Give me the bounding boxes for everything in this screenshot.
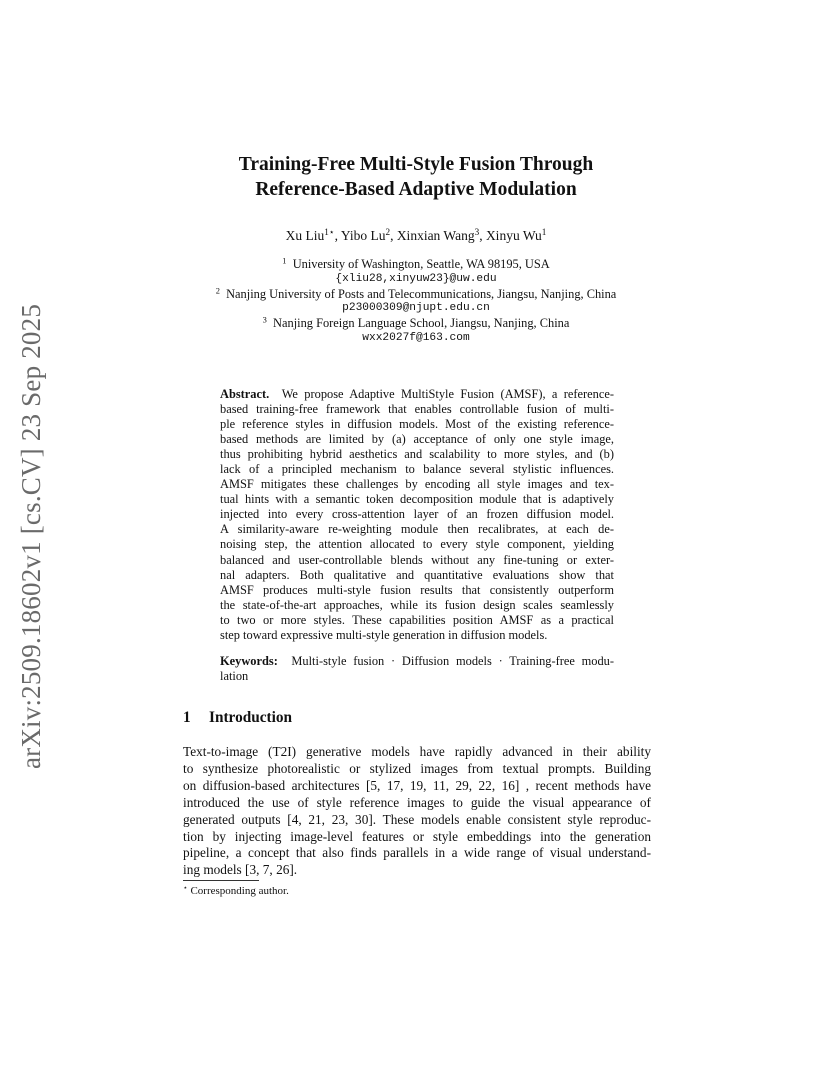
abstract-line: A similarity-aware re-weighting module then recalibrates, at each de-	[220, 522, 614, 537]
body-line: generated outputs [4, 21, 23, 30]. These models enable consistent style reproduc-	[183, 811, 651, 827]
body-line: pipeline, a concept that also finds parallels in a wide range of visual understand-	[183, 845, 651, 861]
affiliation-text: Nanjing Foreign Language School, Jiangsu, Nanjing, China	[273, 316, 570, 331]
abstract-line: balanced and user-controllable blends without any fine-tuning or exter-	[220, 552, 614, 567]
author-mark: 3	[474, 226, 480, 237]
affiliation-email: wxx2027f@163.com	[362, 331, 470, 344]
body-line: Text-to-image (T2I) generative models have rapidly advanced in their ability	[183, 744, 651, 759]
footnote-text: Corresponding author.	[190, 885, 289, 897]
abstract	[220, 387, 614, 643]
author-sep: ,	[390, 228, 397, 243]
body-line: ing models [3, 7, 26].	[183, 862, 298, 878]
keywords-line: lation	[220, 669, 249, 684]
keywords-label: Keywords:	[220, 654, 278, 668]
author-name: Xinyu Wu	[485, 228, 542, 243]
abstract-line: the state-of-the-art approaches, while its fusion design scales seamlessly	[220, 597, 614, 612]
affiliation-mark: 3	[262, 314, 267, 325]
affiliation-email: {xliu28,xinyuw23}@uw.edu	[335, 272, 497, 285]
abstract-line: lack of a principled mechanism to balance several stylistic influences.	[220, 462, 614, 477]
affiliation-email: p23000309@njupt.edu.cn	[342, 302, 490, 315]
abstract-line	[220, 387, 614, 402]
author-mark: 1⋆	[324, 226, 335, 237]
keywords-text: Multi-style fusion · Diffusion models · Training-free modu-	[291, 654, 614, 668]
arxiv-stamp	[12, 297, 52, 775]
abstract-line: AMSF produces multi-style fusion results that consistently outperform	[220, 582, 614, 597]
author-mark: 2	[385, 226, 391, 237]
abstract-line: based training-free framework that enables controllable fusion of multi-	[220, 402, 614, 417]
paper-title	[150, 152, 682, 202]
title-line: Training-Free Multi-Style Fusion Through	[238, 154, 594, 175]
footnote-rule	[183, 880, 259, 881]
author-name: Xinxian Wang	[396, 228, 475, 243]
author-sep: ,	[334, 228, 341, 243]
body-line: on diffusion-based architectures [5, 17, 19, 11, 29, 22, 16] , recent methods have	[183, 777, 651, 793]
abstract-line: based methods are limited by (a) acceptance of only one style image,	[220, 432, 614, 447]
body-line: tion by injecting image-level features or style embeddings into the generation	[183, 828, 651, 844]
keywords-line	[220, 654, 614, 669]
author-list	[150, 228, 682, 244]
abstract-label: Abstract.	[220, 387, 270, 401]
abstract-line: nal adapters. Both qualitative and quantitative evaluations show that	[220, 567, 614, 582]
author-mark: 1	[541, 226, 547, 237]
body-line: to synthesize photorealistic or stylized images from textual prompts. Building	[183, 760, 651, 776]
footnote	[183, 882, 289, 897]
footnote-mark: ⋆	[183, 882, 188, 892]
abstract-line: tual hints with a semantic token decomposition module that is adaptively	[220, 492, 614, 507]
author-name: Yibo Lu	[340, 228, 386, 243]
abstract-line: to two or more styles. These capabilities position AMSF as a practical	[220, 612, 614, 627]
abstract-line: noising step, the attention allocated to every style component, yielding	[220, 537, 614, 552]
affiliation-mark: 1	[282, 255, 287, 266]
section-heading	[183, 709, 292, 727]
affiliations	[150, 257, 682, 346]
section-title: Introduction	[209, 709, 293, 726]
author-sep: ,	[479, 228, 486, 243]
abstract-line: AMSF mitigates these challenges by encoding all style images and tex-	[220, 477, 614, 492]
affiliation	[150, 284, 682, 302]
arxiv-stamp-text: arXiv:2509.18602v1 [cs.CV] 23 Sep 2025	[16, 303, 47, 769]
affiliation	[150, 257, 682, 272]
abstract-line: thus prohibiting hybrid aesthetics and scalability to more styles, and (b)	[220, 447, 614, 462]
body-line: introduced the use of style reference images to guide the visual appearance of	[183, 794, 651, 810]
intro-paragraph	[183, 744, 651, 879]
affiliation-mark: 2	[215, 284, 220, 295]
author-name: Xu Liu	[285, 228, 325, 243]
title-line: Reference-Based Adaptive Modulation	[255, 179, 577, 200]
keywords	[220, 654, 614, 684]
abstract-text: We propose Adaptive MultiStyle Fusion (AMSF), a reference-	[281, 387, 614, 401]
affiliation-text: Nanjing University of Posts and Telecommunications, Jiangsu, Nanjing, China	[226, 286, 617, 301]
abstract-line: ple reference styles in diffusion models. Most of the existing reference-	[220, 417, 614, 432]
affiliation	[150, 316, 682, 331]
section-number: 1	[183, 709, 191, 726]
abstract-line: injected into every cross-attention layer of an frozen diffusion model.	[220, 507, 614, 522]
abstract-line: step toward expressive multi-style generation in diffusion models.	[220, 627, 548, 642]
affiliation-text: University of Washington, Seattle, WA 98195, USA	[292, 257, 550, 271]
